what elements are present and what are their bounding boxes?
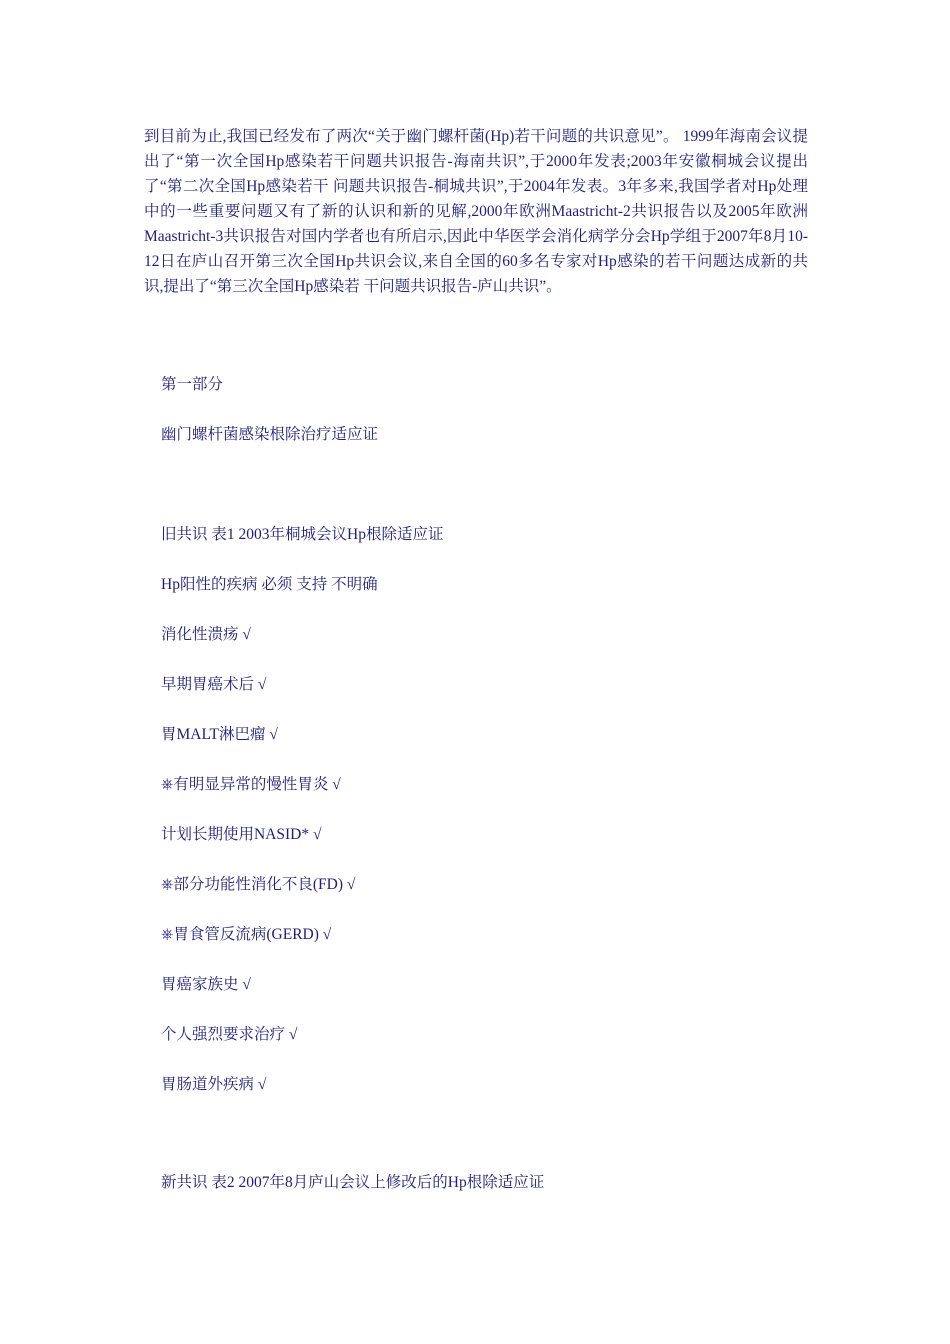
part-subtitle: 幽门螺杆菌感染根除治疗适应证 bbox=[161, 426, 379, 443]
table1-row: 胃癌家族史 √ bbox=[161, 976, 251, 993]
intro-paragraph: 到目前为止,我国已经发布了两次“关于幽门螺杆菌(Hp)若干问题的共识意见”。 1999年海南会议提出了“第一次全国Hp感染若干问题共识报告-海南共识”,于2000年发表;2003年安徽桐城会议提出了“第二次全国Hp感染若干 问题共识报告-桐城共识”,于2004年发表。3年多来,我国学者对Hp处理中的一些重要问题又有了新的认识和新的见解,2000年欧洲Maastricht-2共识报告以及2005年欧洲Maastricht-3共识报告对国内学者也有所启示,因此中华医学会消化病学分会Hp学组于2007年8月10-12日在庐山召开第三次全国Hp共识会议,来自全国的60多名专家对Hp感染的若干问题达成新的共识,提出了“第三次全国Hp感染若 干问题共识报告-庐山共识”。 bbox=[144, 128, 808, 295]
table1-row: 胃MALT淋巴瘤 √ bbox=[161, 726, 278, 743]
table1-header: Hp阳性的疾病 必须 支持 不明确 bbox=[161, 576, 378, 593]
part-title: 第一部分 bbox=[161, 376, 224, 393]
table1-row: 消化性溃疡 √ bbox=[161, 626, 251, 643]
table1-row: 胃肠道外疾病 √ bbox=[161, 1076, 267, 1093]
table1-row: ⎈部分功能性消化不良(FD) √ bbox=[161, 876, 356, 893]
table1-row: ⎈有明显异常的慢性胃炎 √ bbox=[161, 776, 341, 793]
table2-caption: 新共识 表2 2007年8月庐山会议上修改后的Hp根除适应证 bbox=[161, 1174, 545, 1191]
table1-row: 个人强烈要求治疗 √ bbox=[161, 1026, 298, 1043]
table1-row: 计划长期使用NASID* √ bbox=[161, 826, 322, 843]
table1-row: ⎈胃食管反流病(GERD) √ bbox=[161, 926, 332, 943]
table1-caption: 旧共识 表1 2003年桐城会议Hp根除适应证 bbox=[161, 526, 444, 543]
table1-row: 早期胃癌术后 √ bbox=[161, 676, 267, 693]
